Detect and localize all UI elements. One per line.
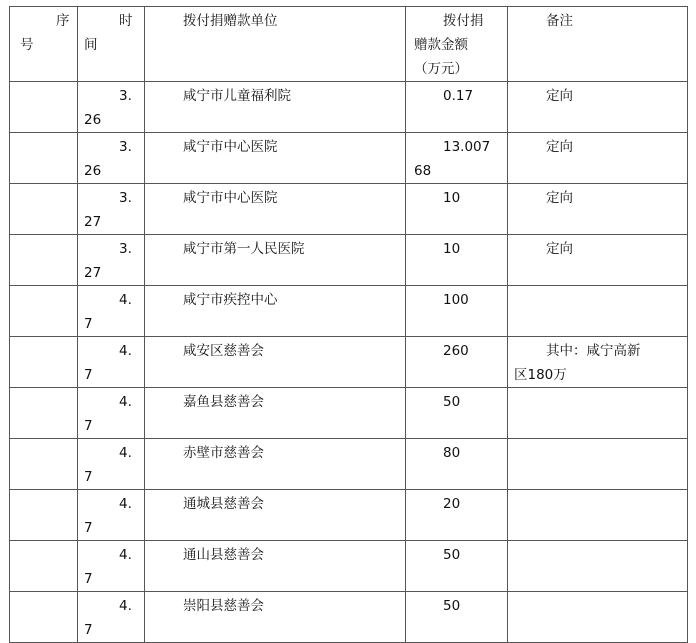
table-row [10,82,688,133]
cell-date: 4. 7 [78,439,145,490]
cell-date: 4. 7 [78,541,145,592]
cell-note [508,286,688,337]
cell-amount: 50 [406,541,508,592]
cell-amount: 80 [406,439,508,490]
cell-date: 4. 7 [78,388,145,439]
cell-amount: 0.17 [406,82,508,133]
table-row [10,388,688,439]
cell-unit: 咸宁市中心医院 [145,184,406,235]
cell-unit: 嘉鱼县慈善会 [145,388,406,439]
cell-note [508,388,688,439]
cell-amount: 50 [406,388,508,439]
table-row [10,490,688,541]
cell-seq [10,541,78,592]
table-row [10,337,688,388]
cell-seq [10,592,78,643]
cell-seq [10,184,78,235]
table-row [10,541,688,592]
cell-note: 定向 [508,133,688,184]
cell-unit: 咸宁市第一人民医院 [145,235,406,286]
cell-note: 定向 [508,235,688,286]
cell-note: 定向 [508,184,688,235]
table-row [10,184,688,235]
header-date: 时 间 [78,7,145,82]
cell-date: 3. 27 [78,235,145,286]
cell-date: 4. 7 [78,286,145,337]
cell-amount: 260 [406,337,508,388]
cell-unit: 崇阳县慈善会 [145,592,406,643]
cell-unit: 通城县慈善会 [145,490,406,541]
cell-note [508,439,688,490]
cell-date: 3. 26 [78,133,145,184]
cell-unit: 赤壁市慈善会 [145,439,406,490]
table-row [10,286,688,337]
cell-note [508,490,688,541]
header-amount: 拨付捐 赠款金额 （万元） [406,7,508,82]
cell-seq [10,133,78,184]
cell-note: 定向 [508,82,688,133]
cell-amount: 100 [406,286,508,337]
cell-seq [10,439,78,490]
cell-seq [10,490,78,541]
cell-seq [10,388,78,439]
cell-unit: 咸宁市中心医院 [145,133,406,184]
cell-note [508,592,688,643]
cell-amount: 50 [406,592,508,643]
cell-amount: 20 [406,490,508,541]
cell-date: 4. 7 [78,490,145,541]
cell-amount: 13.007 68 [406,133,508,184]
cell-unit: 咸宁市疾控中心 [145,286,406,337]
cell-unit: 咸安区慈善会 [145,337,406,388]
table-row [10,235,688,286]
donation-allocation-table [9,6,688,643]
cell-note: 其中：咸宁高新 区180万 [508,337,688,388]
cell-seq [10,286,78,337]
cell-seq [10,82,78,133]
cell-amount: 10 [406,184,508,235]
cell-date: 3. 26 [78,82,145,133]
header-seq: 序 号 [10,7,78,82]
header-note: 备注 [508,7,688,82]
cell-amount: 10 [406,235,508,286]
table-row [10,439,688,490]
cell-unit: 咸宁市儿童福利院 [145,82,406,133]
table-row [10,133,688,184]
cell-date: 4. 7 [78,592,145,643]
header-unit: 拨付捐赠款单位 [145,7,406,82]
cell-unit: 通山县慈善会 [145,541,406,592]
table-header-row [10,7,688,82]
cell-seq [10,235,78,286]
table-row [10,592,688,643]
cell-seq [10,337,78,388]
cell-date: 3. 27 [78,184,145,235]
cell-date: 4. 7 [78,337,145,388]
cell-note [508,541,688,592]
